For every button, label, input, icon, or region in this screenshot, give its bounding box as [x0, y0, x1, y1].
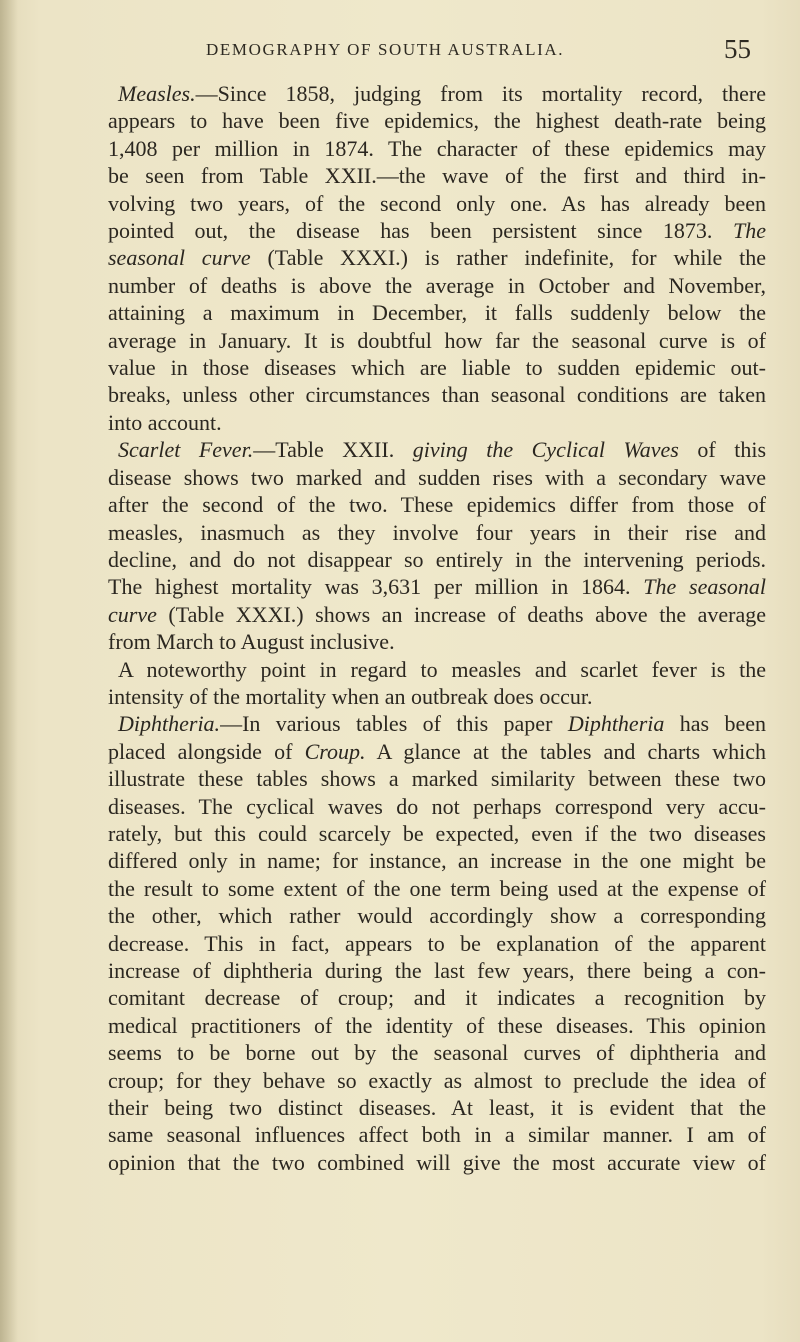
text-line: into account.	[108, 409, 222, 435]
text-line: comitant decrease of croup; and it indicates a recognition by	[108, 985, 766, 1011]
text-line: breaks, unless other circumstances than seasonal conditions are taken	[108, 382, 766, 408]
text-line: number of deaths is above the average in October and November,	[108, 272, 766, 298]
body-text	[108, 80, 766, 1176]
text-line: Diphtheria.—In various tables of this paper Diphtheria has been	[118, 711, 767, 737]
text-line: decline, and do not disappear so entirely in the intervening periods.	[108, 546, 766, 572]
text-line: curve (Table XXXI.) shows an increase of deaths above the average	[108, 601, 766, 627]
text-line: after the second of the two. These epidemics differ from those of	[108, 492, 766, 518]
heading-diphtheria: Diphtheria.	[118, 711, 221, 737]
text-line: illustrate these tables shows a marked similarity between these two	[108, 766, 766, 792]
text-line: croup; for they behave so exactly as almost to preclude the idea of	[108, 1067, 766, 1093]
running-head	[0, 34, 800, 74]
text-line: The highest mortality was 3,631 per million in 1864. The seasonal	[108, 574, 767, 600]
text-line: Measles.—Since 1858, judging from its mortality record, there	[118, 81, 766, 106]
text-line: placed alongside of Croup. A glance at the tables and charts which	[108, 738, 766, 764]
text-line: average in January. It is doubtful how far the seasonal curve is of	[108, 327, 766, 353]
heading-scarlet-fever: Scarlet Fever.	[118, 437, 254, 463]
text-line: the result to some extent of the one term being used at the expense of	[108, 875, 766, 901]
text-line: be seen from Table XXII.—the wave of the first and third in-	[108, 163, 766, 189]
text-line: the other, which rather would accordingly show a corresponding	[108, 903, 766, 929]
text-line: seems to be borne out by the seasonal curves of diphtheria and	[108, 1040, 766, 1066]
text-line: decrease. This in fact, appears to be explanation of the apparent	[108, 930, 766, 956]
paragraph-noteworthy	[108, 656, 766, 711]
text-line: intensity of the mortality when an outbreak does occur.	[108, 683, 593, 709]
text-line: increase of diphtheria during the last few years, there being a con-	[108, 958, 766, 983]
text-line: opinion that the two combined will give the most accurate view of	[108, 1149, 766, 1175]
paragraph-diphtheria	[108, 710, 766, 1176]
text-line: disease shows two marked and sudden rises with a secondary wave	[108, 464, 766, 490]
paragraph-measles	[108, 80, 766, 436]
heading-measles: Measles.	[118, 81, 196, 106]
text-line: measles, inasmuch as they involve four years in their rise and	[108, 519, 766, 545]
text-line: A noteworthy point in regard to measles and scarlet fever is the	[118, 656, 766, 682]
text-line: attaining a maximum in December, it falls suddenly below the	[108, 300, 766, 326]
text-line: 1,408 per million in 1874. The character of these epidemics may	[108, 135, 766, 161]
text-line: from March to August inclusive.	[108, 629, 395, 655]
running-title: DEMOGRAPHY OF SOUTH AUSTRALIA.	[206, 40, 565, 59]
text-line: volving two years, of the second only one. As has already been	[108, 190, 766, 216]
text-line: value in those diseases which are liable to sudden epidemic out-	[108, 355, 766, 381]
text-line: seasonal curve (Table XXXI.) is rather indefinite, for while the	[108, 245, 766, 271]
text-line: rately, but this could scarcely be expected, even if the two diseases	[108, 820, 766, 846]
text-line: same seasonal influences affect both in a similar manner. I am of	[108, 1122, 766, 1148]
text-line: their being two distinct diseases. At least, it is evident that the	[108, 1095, 766, 1121]
gutter-shadow	[0, 0, 18, 1342]
page-number: 55	[724, 34, 751, 64]
text-line: diseases. The cyclical waves do not perhaps correspond very accu-	[108, 793, 766, 819]
paragraph-scarlet-fever	[108, 436, 766, 655]
text-line: medical practitioners of the identity of these diseases. This opinion	[108, 1012, 766, 1038]
text-line: pointed out, the disease has been persistent since 1873. The	[108, 218, 767, 244]
text-line: Scarlet Fever.—Table XXII. giving the Cyclical Waves of this	[118, 437, 767, 463]
text-line: differed only in name; for instance, an increase in the one might be	[108, 848, 766, 874]
text-line: appears to have been five epidemics, the highest death-rate being	[108, 108, 766, 134]
